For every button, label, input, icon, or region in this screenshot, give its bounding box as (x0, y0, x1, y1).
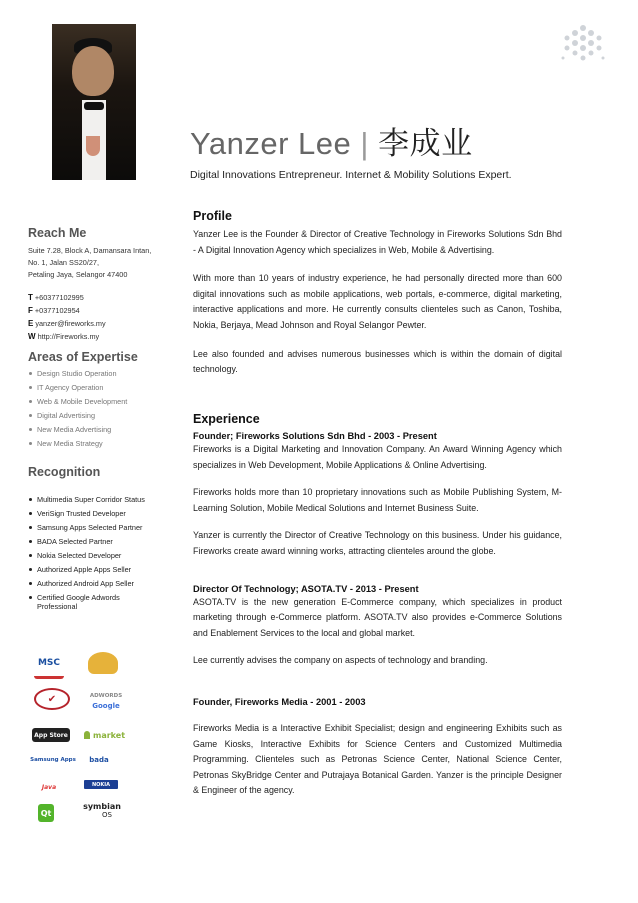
app-store-badge: App Store (32, 728, 70, 742)
google-label: Google (92, 701, 120, 710)
job-paragraph: Fireworks holds more than 10 proprietary innovations such as Mobile Publishing System, M-Learning Solution, Mobile Medical Solutions and Internet Business Suite. (193, 487, 562, 513)
experience-section (193, 412, 562, 799)
email-link[interactable]: yanzer@fireworks.my (35, 319, 106, 328)
name-chinese: 李成业 (378, 126, 473, 161)
malaysia-crest-icon (88, 652, 118, 674)
market-label: market (93, 730, 126, 740)
experience-heading: Experience (193, 412, 260, 426)
symbian-logo (82, 800, 122, 822)
job-paragraph: ASOTA.TV is the new generation E-Commerce company, which specializes in product marketing through e-Commerce platform. ASOTA.TV also provides e-Commerce Solutions and Enablement Services to the local and global market. (193, 596, 562, 638)
profile-section (193, 209, 562, 378)
symbian-label: symbian (83, 802, 121, 811)
list-item: Digital Advertising (28, 411, 173, 420)
address-line: Suite 7.28, Block A, Damansara Intan, (28, 246, 152, 255)
expertise-section (28, 350, 173, 453)
list-item: Authorized Android App Seller (28, 579, 173, 588)
expertise-list (28, 369, 173, 448)
contact-fax: F +0377102954 (28, 306, 80, 315)
list-item: Authorized Apple Apps Seller (28, 565, 173, 574)
verisign-check-icon: ✔ (34, 688, 70, 710)
job-paragraph: Yanzer is currently the Director of Creative Technology on this business. Under his guidance, Fireworks create award winning works, attracting clienteles around the globe. (193, 530, 562, 556)
java-logo: Java (41, 783, 57, 791)
profile-paragraph: Yanzer Lee is the Founder & Director of Creative Technology in Fireworks Solutions Sdn Bhd - A Digital Innovation Agency which specializes in Web, Mobile & Advertising. (193, 229, 562, 255)
website-link[interactable]: http://Fireworks.my (37, 332, 100, 341)
profile-paragraph: Lee also founded and advises numerous businesses which is within the domain of digital technology. (193, 348, 562, 375)
reach-me-heading: Reach Me (28, 226, 87, 240)
reach-me-section (28, 226, 173, 343)
job-title: Director Of Technology; ASOTA.TV - 2013 - Present (193, 583, 419, 594)
adwords-label: ADWORDS (89, 692, 123, 699)
list-item: Nokia Selected Developer (28, 551, 173, 560)
job-entry (193, 431, 562, 560)
list-item: New Media Advertising (28, 425, 173, 434)
job-paragraph: Fireworks is a Digital Marketing and Innovation Company. An Award Winning Agency which specializes in Web Development, Mobile Applications & Online Advertising. (193, 444, 562, 470)
qt-logo: Qt (38, 804, 54, 822)
job-paragraph: Lee currently advises the company on aspects of technology and branding. (193, 655, 488, 666)
address (28, 245, 173, 281)
adwords-badge (86, 686, 126, 716)
expertise-heading: Areas of Expertise (28, 350, 138, 364)
profile-heading: Profile (193, 209, 232, 223)
msc-logo: MSC (34, 650, 64, 679)
list-item: VeriSign Trusted Developer (28, 509, 173, 518)
list-item: New Media Strategy (28, 439, 173, 448)
symbian-os-label: OS (102, 811, 112, 819)
recognition-list (28, 495, 173, 611)
list-item: BADA Selected Partner (28, 537, 173, 546)
profile-paragraph: With more than 10 years of industry experience, he had personally directed more than 600 digital innovations such as mobile applications, web portals, e-commerce, digital marketing, interactive applications and more. He currently consults clienteles such as Canon, Toshiba, Nokia, Berjaya, Mead Johnson and Royal Selangor Pewter. (193, 273, 562, 330)
molecule-decoration-icon (560, 22, 606, 68)
phone-value[interactable]: +60377102995 (34, 293, 84, 302)
list-item: Multimedia Super Corridor Status (28, 495, 173, 504)
recognition-section (28, 465, 173, 616)
job-entry (193, 697, 562, 799)
address-line: Petaling Jaya, Selangor 47400 (28, 270, 128, 279)
name-separator: | (360, 126, 369, 161)
job-title: Founder; Fireworks Solutions Sdn Bhd - 2003 - Present (193, 431, 437, 441)
samsung-apps-badge: Samsung Apps (30, 757, 76, 763)
bada-badge: bada (89, 756, 109, 764)
nokia-badge: NOKIA (84, 780, 118, 789)
profile-photo (52, 24, 136, 180)
list-item: Samsung Apps Selected Partner (28, 523, 173, 532)
job-paragraph: Fireworks Media is a Interactive Exhibit Specialist; design and engineering Exhibits such as Game Kiosks, Interactive Exhibits for Science Centers and Customized Multimedia Programming. Clienteles such as Petronas Science Center, National Science Center, Petronas SkyBridge Center and Putrajaya Botanical Garden. Yanzer is the principle Designer & Engineer of the agency. (193, 722, 562, 796)
list-item: Certified Google Adwords Professional (28, 593, 132, 611)
tagline: Digital Innovations Entrepreneur. Internet & Mobility Solutions Expert. (190, 169, 512, 181)
name-latin: Yanzer Lee (190, 126, 352, 161)
list-item: Web & Mobile Development (28, 397, 173, 406)
contact-website: W http://Fireworks.my (28, 332, 100, 341)
list-item: IT Agency Operation (28, 383, 173, 392)
page-title (190, 118, 473, 163)
job-title: Founder, Fireworks Media - 2001 - 2003 (193, 696, 366, 707)
list-item: Design Studio Operation (28, 369, 173, 378)
contact-list (28, 291, 173, 343)
fax-value: +0377102954 (34, 306, 80, 315)
contact-email: E yanzer@fireworks.my (28, 319, 106, 328)
contact-phone: T +60377102995 (28, 293, 84, 302)
recognition-heading: Recognition (28, 465, 101, 479)
android-market-badge (84, 728, 128, 742)
job-entry (193, 584, 562, 669)
address-line: No. 1, Jalan SS20/27, (28, 258, 99, 267)
